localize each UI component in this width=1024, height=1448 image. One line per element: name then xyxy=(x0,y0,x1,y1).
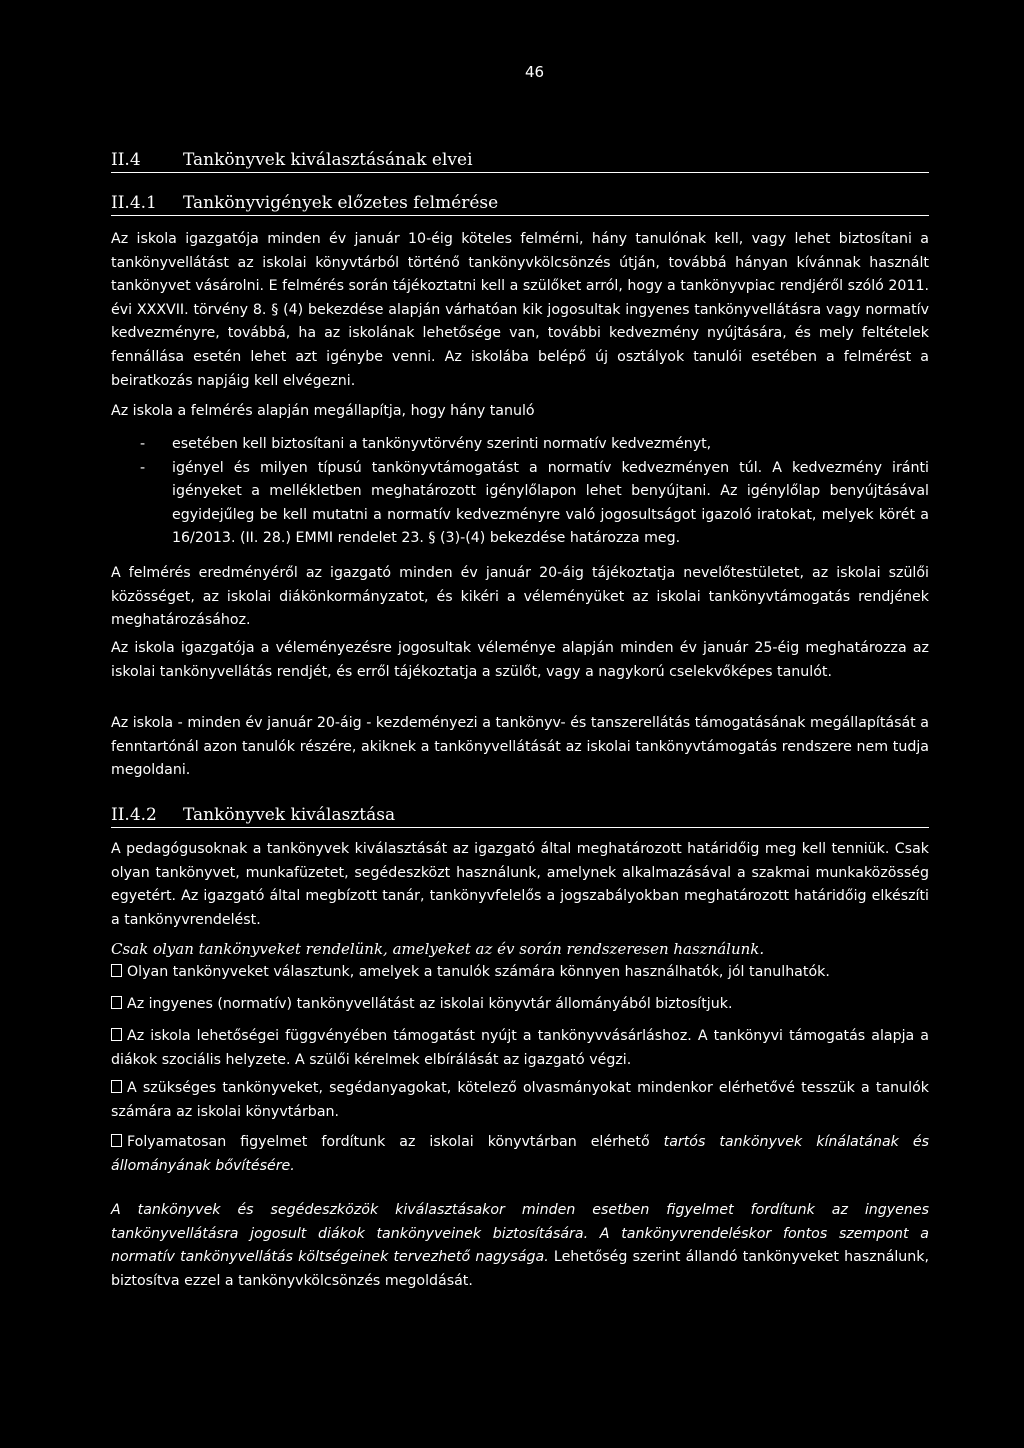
bullet-box-icon xyxy=(111,1028,122,1041)
page-number: 46 xyxy=(525,63,545,81)
bullet-item: Az ingyenes (normatív) tankönyvellátást az iskolai könyvtár állományából biztosítjuk. xyxy=(111,993,929,1017)
section-number: II.4 xyxy=(111,150,141,170)
subsection-number-2: II.4.2 xyxy=(111,805,157,825)
paragraph-survey: Az iskola igazgatója minden év január 10-éig köteles felmérni, hány tanulónak kell, vagy lehet biztosítani a tankönyvellátást az iskolai könyvtárból történő tankönyvkölcsönzés útján, továbbá hányan kívánnak használt tankönyvet vásárolni. E felmérés során tájékoztatni kell a szülőket arról, hogy a tankönyvpiac rendjéről szóló 2011. évi XXXVII. törvény 8. § (4) bekezdése alapján várhatóan kik jogosultak ingyenes tankönyvellátásra vagy normatív kedvezményre, továbbá, ha az iskolának lehetősége van, további kedvezmény nyújtására, és mely feltételek fennállása esetén lehet azt igénybe venni. Az iskolába belépő új osztályok tanulói esetében a felmérést a beiratkozás napjáig kell elvégezni. xyxy=(111,231,929,389)
paragraph-order: Az iskola igazgatója a véleményezésre jogosultak véleménye alapján minden év január 25-éig meghatározza az iskolai tankönyvellátás rendjét, és erről tájékoztatja a szülőt, vagy a nagykorú cselekvőképes tanulót. xyxy=(111,640,929,680)
bullet-box-icon xyxy=(111,964,122,977)
needs-list xyxy=(140,433,929,551)
bullet-box-icon xyxy=(111,1080,122,1093)
bullet-item: Folyamatosan figyelmet fordítunk az iskolai könyvtárban elérhető tartós tankönyvek kínálatának és állományának bővítésére. xyxy=(111,1134,929,1174)
paragraph-results: A felmérés eredményéről az igazgató minden év január 20-áig tájékoztatja nevelőtestületet, az iskolai szülői közösséget, az iskolai diákönkormányzatot, és kikéri a véleményüket az iskolai tankönyvtámogatás rendjének meghatározásához. xyxy=(111,565,929,629)
bullet-item: Olyan tankönyveket választunk, amelyek a tanulók számára könnyen használhatók, jól tanulhatók. xyxy=(111,961,929,985)
bullet-box-icon xyxy=(111,996,122,1009)
paragraph-selection: A pedagógusoknak a tankönyvek kiválasztását az igazgató által meghatározott határidőig meg kell tenniük. Csak olyan tankönyvet, munkafüzetet, segédeszközt használunk, amelynek alkalmazásával a szakmai munkaközösség egyetért. Az igazgató által megbízott tanár, tankönyvfelelős a jogszabályokban meghatározott határidőig elkészíti a tankönyvrendelést. xyxy=(111,841,929,928)
motto: Csak olyan tankönyveket rendelünk, amelyeket az év során rendszeresen használunk. xyxy=(111,940,765,958)
bullet-item: Az iskola lehetőségei függvényében támogatást nyújt a tankönyvvásárláshoz. A tankönyvi támogatás alapja a diákok szociális helyzete. A szülői kérelmek elbírálását az igazgató végzi. xyxy=(111,1028,929,1068)
subsection-number-1: II.4.1 xyxy=(111,193,157,213)
list-item: - esetében kell biztosítani a tankönyvtörvény szerinti normatív kedvezményt, xyxy=(140,436,712,452)
subsection-heading-2 xyxy=(111,805,929,828)
bullet-item: A szükséges tankönyveket, segédanyagokat, kötelező olvasmányokat mindenkor elérhetővé tesszük a tanulók számára az iskolai könyvtárban. xyxy=(111,1080,929,1120)
paragraph-closing: A tankönyvek és segédeszközök kiválasztásakor minden esetben figyelmet fordítunk az ingyenes tankönyvellátásra jogosult diákok tankönyveinek biztosítására. A tankönyvrendeléskor fontos szempont a normatív tankönyvellátás költségeinek tervezhető nagysága. Lehetőség szerint állandó tankönyveket használunk, biztosítva ezzel a tankönyvkölcsönzés megoldását. xyxy=(111,1202,929,1289)
bullet-box-icon xyxy=(111,1134,122,1147)
subsection-heading-1 xyxy=(111,193,929,216)
paragraph-intro-list: Az iskola a felmérés alapján megállapítja, hogy hány tanuló xyxy=(111,403,535,419)
subsection-title-2: Tankönyvek kiválasztása xyxy=(183,805,396,825)
document-page xyxy=(111,0,929,1448)
section-title: Tankönyvek kiválasztásának elvei xyxy=(183,150,473,170)
subsection-title-1: Tankönyvigények előzetes felmérése xyxy=(183,193,499,213)
paragraph-support: Az iskola - minden év január 20-áig - kezdeményezi a tankönyv- és tanszerellátás támogatásának megállapítását a fenntartónál azon tanulók részére, akiknek a tankönyvellátását az iskolai tankönyvtámogatás rendszere nem tudja megoldani. xyxy=(111,715,929,779)
section-heading xyxy=(111,150,929,173)
list-item: - igényel és milyen típusú tankönyvtámogatást a normatív kedvezményen túl. A kedvezmény iránti igényeket a mellékletben meghatározott igénylőlapon lehet benyújtani. Az igénylőlap benyújtásával egyidejűleg be kell mutatni a normatív kedvezményre való jogosultságot igazoló iratokat, melyek körét a 16/2013. (II. 28.) EMMI rendelet 23. § (3)-(4) bekezdése határozza meg. xyxy=(140,459,929,547)
